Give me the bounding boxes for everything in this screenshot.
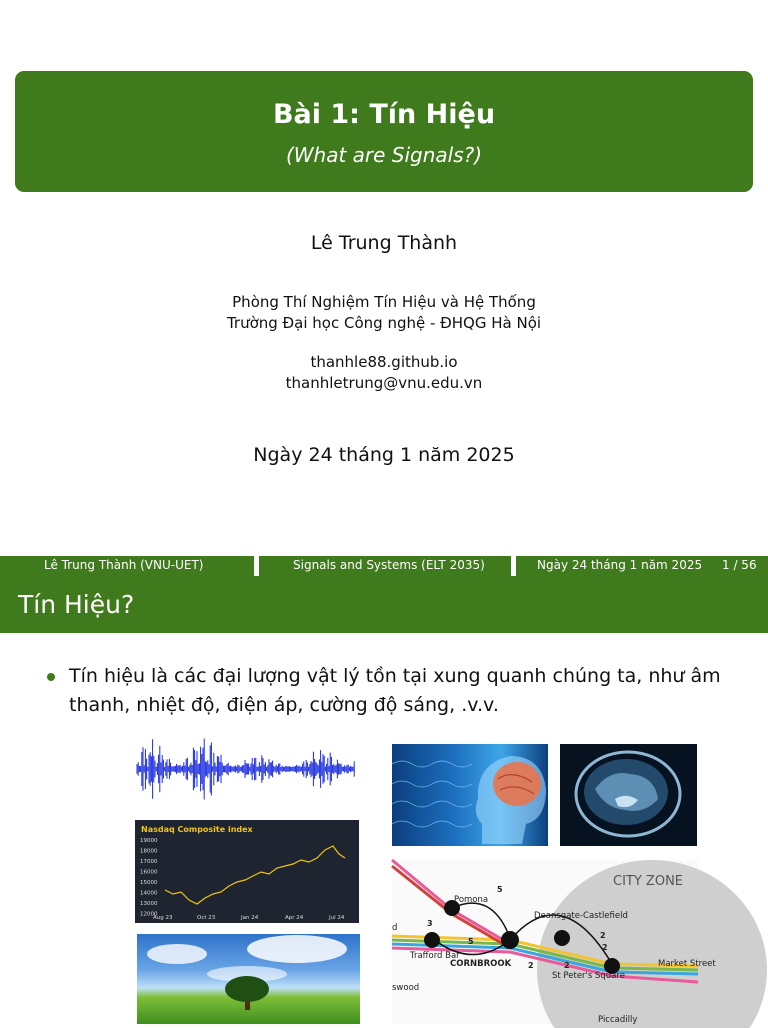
nasdaq-y-tick: 14000 (140, 890, 158, 897)
nasdaq-y-tick: 17000 (140, 859, 158, 865)
bullet-line-2: thanh, nhiệt độ, điện áp, cường độ sáng, .v.v. (69, 694, 499, 716)
route-number: 5 (497, 885, 503, 894)
nasdaq-chart-image (135, 820, 359, 923)
footer-separator (254, 556, 259, 576)
station-label: St Peter's Square (552, 971, 625, 981)
station-label: Deansgate-Castlefield (534, 911, 628, 921)
brain-mri-image (560, 744, 697, 846)
slide-title: Bài 1: Tín Hiệu (272, 99, 496, 130)
author-name: Lê Trung Thành (310, 232, 458, 254)
tree-landscape-image (137, 934, 360, 1024)
nasdaq-y-tick: 15000 (140, 880, 158, 886)
bullet-icon (47, 673, 55, 681)
slide2-header (0, 576, 768, 633)
map-zone-label: CITY ZONE (613, 874, 684, 889)
footer-bar (0, 556, 768, 576)
footer-separator (511, 556, 516, 576)
station-label: Piccadilly (598, 1015, 638, 1025)
station-label: Market Street (658, 959, 716, 969)
nasdaq-x-tick: Apr 24 (285, 915, 304, 921)
title-block (15, 71, 753, 192)
nasdaq-y-tick: 12000 (140, 911, 158, 918)
website: thanhle88.github.io (310, 353, 458, 371)
station-label: d (392, 923, 398, 933)
nasdaq-x-tick: Jan 24 (241, 915, 259, 921)
route-number: 2 (602, 943, 608, 952)
route-number: 5 (468, 937, 474, 946)
route-number: 3 (427, 919, 433, 928)
route-number: 2 (528, 961, 534, 970)
nasdaq-y-tick: 19000 (140, 838, 158, 844)
brain-eeg-image (392, 744, 548, 846)
contact (0, 352, 768, 394)
institution-line-1: Phòng Thí Nghiệm Tín Hiệu và Hệ Thống (232, 293, 536, 311)
station-label: Pomona (454, 895, 489, 905)
bullet-line-1: Tín hiệu là các đại lượng vật lý tồn tại xung quanh chúng ta, như âm (69, 665, 721, 687)
route-number: 2 (564, 961, 570, 970)
nasdaq-title: Nasdaq Composite index (141, 825, 253, 834)
nasdaq-x-tick: Oct 23 (197, 915, 216, 921)
presentation-date: Ngày 24 tháng 1 năm 2025 (253, 444, 515, 466)
station-label: swood (392, 983, 420, 993)
footer-date: Ngày 24 tháng 1 năm 2025 (537, 558, 703, 572)
station-label: Trafford Bar (410, 951, 460, 961)
bullet-text (69, 662, 759, 720)
route-number: 2 (600, 931, 606, 940)
institution (0, 292, 768, 334)
footer-page-number: 1 / 56 (722, 558, 757, 572)
metro-map-image (392, 860, 716, 1025)
footer-author: Lê Trung Thành (VNU-UET) (44, 558, 204, 572)
nasdaq-y-tick: 18000 (140, 848, 158, 855)
slide-subtitle: (What are Signals?) (285, 143, 483, 167)
nasdaq-x-tick: Jul 24 (329, 915, 345, 921)
nasdaq-x-tick: Aug 23 (153, 915, 173, 921)
email: thanhletrung@vnu.edu.vn (285, 374, 483, 392)
station-label: CORNBROOK (450, 959, 512, 969)
audio-waveform-image (135, 733, 357, 805)
footer-course: Signals and Systems (ELT 2035) (293, 558, 485, 572)
nasdaq-y-tick: 13000 (140, 901, 158, 907)
slide2-title: Tín Hiệu? (18, 590, 135, 619)
institution-line-2: Trường Đại học Công nghệ - ĐHQG Hà Nội (226, 314, 542, 332)
waveform-trace (137, 739, 354, 800)
nasdaq-y-tick: 16000 (140, 869, 158, 876)
